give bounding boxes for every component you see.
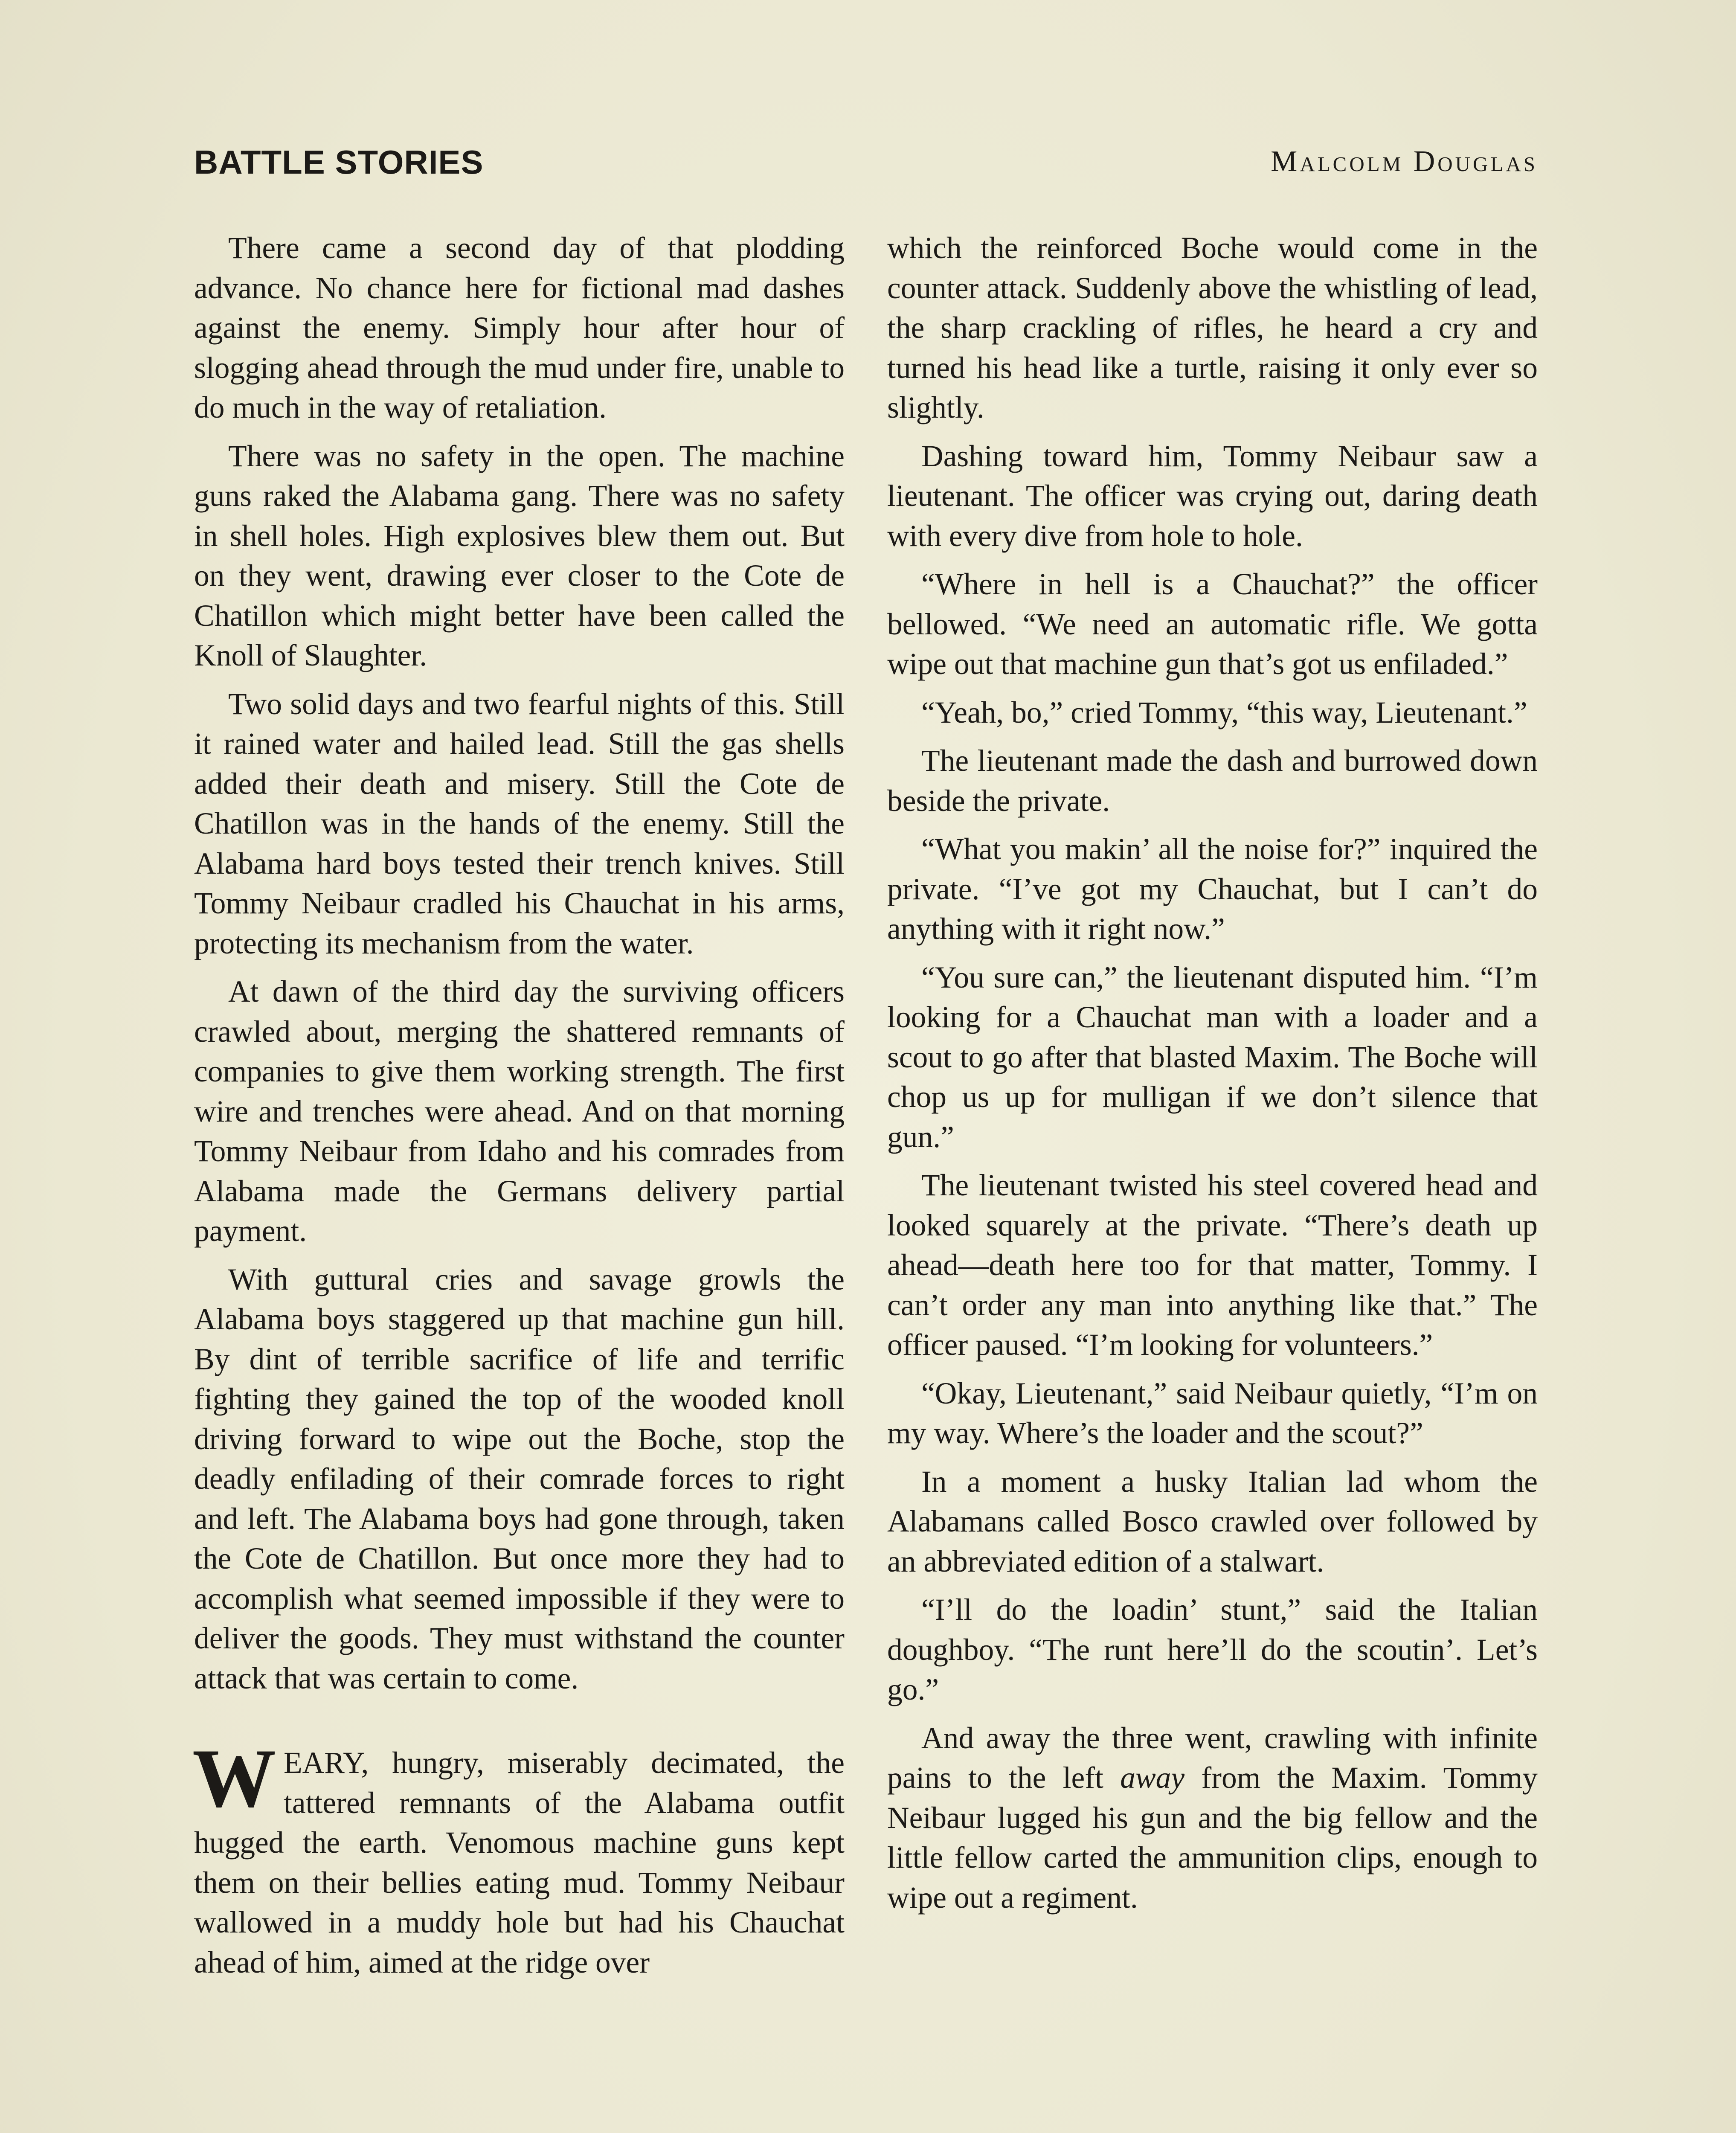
- paragraph: “Yeah, bo,” cried Tommy, “this way, Lieutenant.”: [921, 695, 1527, 729]
- paragraph: [887, 1718, 1538, 1918]
- paragraph: With guttural cries and savage growls the Alabama boys staggered up that machine gun hill. By dint of terrible sacrifice of life and terrific fighting they gained the top of the wooded knoll driving forward to wipe out the Boche, stop the deadly enfilading of their comrade forces to right and left. The Alabama boys had gone through, taken the Cote de Chatillon. But once more they had to accomplish what seemed impossible if they were to deliver the goods. They must withstand the counter attack that was certain to come.: [194, 1262, 845, 1695]
- paragraph: “You sure can,” the lieutenant disputed him. “I’m looking for a Chauchat man with a loader and a scout to go after that blasted Maxim. The Boche will chop us up for mulligan if we don’t silence that gun.”: [887, 960, 1538, 1154]
- paragraph: “I’ll do the loadin’ stunt,” said the Italian doughboy. “The runt here’ll do the scoutin’. Let’s go.”: [887, 1593, 1538, 1706]
- paragraph: “Okay, Lieutenant,” said Neibaur quietly, “I’m on my way. Where’s the loader and the scout?”: [887, 1376, 1538, 1450]
- right-column: [887, 228, 1538, 1926]
- running-head: [194, 143, 1538, 190]
- paragraph: The lieutenant made the dash and burrowed down beside the private.: [887, 744, 1538, 818]
- paragraph: At dawn of the third day the surviving officers crawled about, merging the shattered remnants of companies to give them working strength. The first wire and trenches were ahead. And on that morning Tommy Neibaur from Idaho and his comrades from Alabama made the Germans delivery partial payment.: [194, 975, 845, 1248]
- section-opening-paragraph: [192, 1732, 845, 1982]
- paragraph: which the reinforced Boche would come in the counter attack. Suddenly above the whistling of lead, the sharp crackling of rifles, he heard a cry and turned his head like a turtle, raising it only ever so slightly.: [887, 231, 1538, 424]
- paragraph-text: And away the three went, crawling with infinite pains to the left: [887, 1721, 1538, 1795]
- paragraph: There was no safety in the open. The machine guns raked the Alabama gang. There was no safety in shell holes. High explosives blew them out. But on they went, drawing ever closer to the Cote de Chatillon which might better have been called the Knoll of Slaughter.: [194, 439, 845, 672]
- paragraph: The lieutenant twisted his steel covered head and looked squarely at the private. “There’s death up ahead—death here too for that matter, Tommy. I can’t order any man into anything like that.” The officer paused. “I’m looking for volunteers.”: [887, 1168, 1538, 1362]
- left-column: [194, 228, 845, 1991]
- paragraph: Dashing toward him, Tommy Neibaur saw a lieutenant. The officer was crying out, daring death with every dive from hole to hole.: [887, 439, 1538, 553]
- drop-cap: W: [192, 1732, 276, 1825]
- paragraph-text: EARY, hungry, miserably decimated, the tattered remnants of the Alabama outfit hugged the earth. Venomous machine guns kept them on their bellies eating mud. Tommy Neibaur wallowed in a muddy hole but had his Chauchat ahead of him, aimed at the ridge over: [194, 1746, 845, 1979]
- paragraph: In a moment a husky Italian lad whom the Alabamans called Bosco crawled over followed by an abbreviated edition of a stalwart.: [887, 1465, 1538, 1578]
- emphasized-word: away: [1120, 1761, 1185, 1795]
- paragraph: “What you makin’ all the noise for?” inquired the private. “I’ve got my Chauchat, but I can’t do anything with it right now.”: [887, 832, 1538, 946]
- magazine-title: BATTLE STORIES: [194, 143, 484, 181]
- author-name: Malcolm Douglas: [1271, 145, 1538, 178]
- paragraph: There came a second day of that plodding advance. No chance here for fictional mad dashes against the enemy. Simply hour after hour of slogging ahead through the mud under fire, unable to do much in the way of retaliation.: [194, 231, 845, 424]
- paragraph: Two solid days and two fearful nights of this. Still it rained water and hailed lead. Still the gas shells added their death and misery. Still the Cote de Chatillon was in the hands of the enemy. Still the Alabama hard boys tested their trench knives. Still Tommy Neibaur cradled his Chauchat in his arms, protecting its mechanism from the water.: [194, 687, 845, 960]
- paragraph-text: from the Maxim. Tommy Neibaur lugged his gun and the big fellow and the little fellow carted the ammunition clips, enough to wipe out a regiment.: [887, 1761, 1538, 1915]
- paragraph: “Where in hell is a Chauchat?” the officer bellowed. “We need an automatic rifle. We gotta wipe out that machine gun that’s got us enfiladed.”: [887, 567, 1538, 681]
